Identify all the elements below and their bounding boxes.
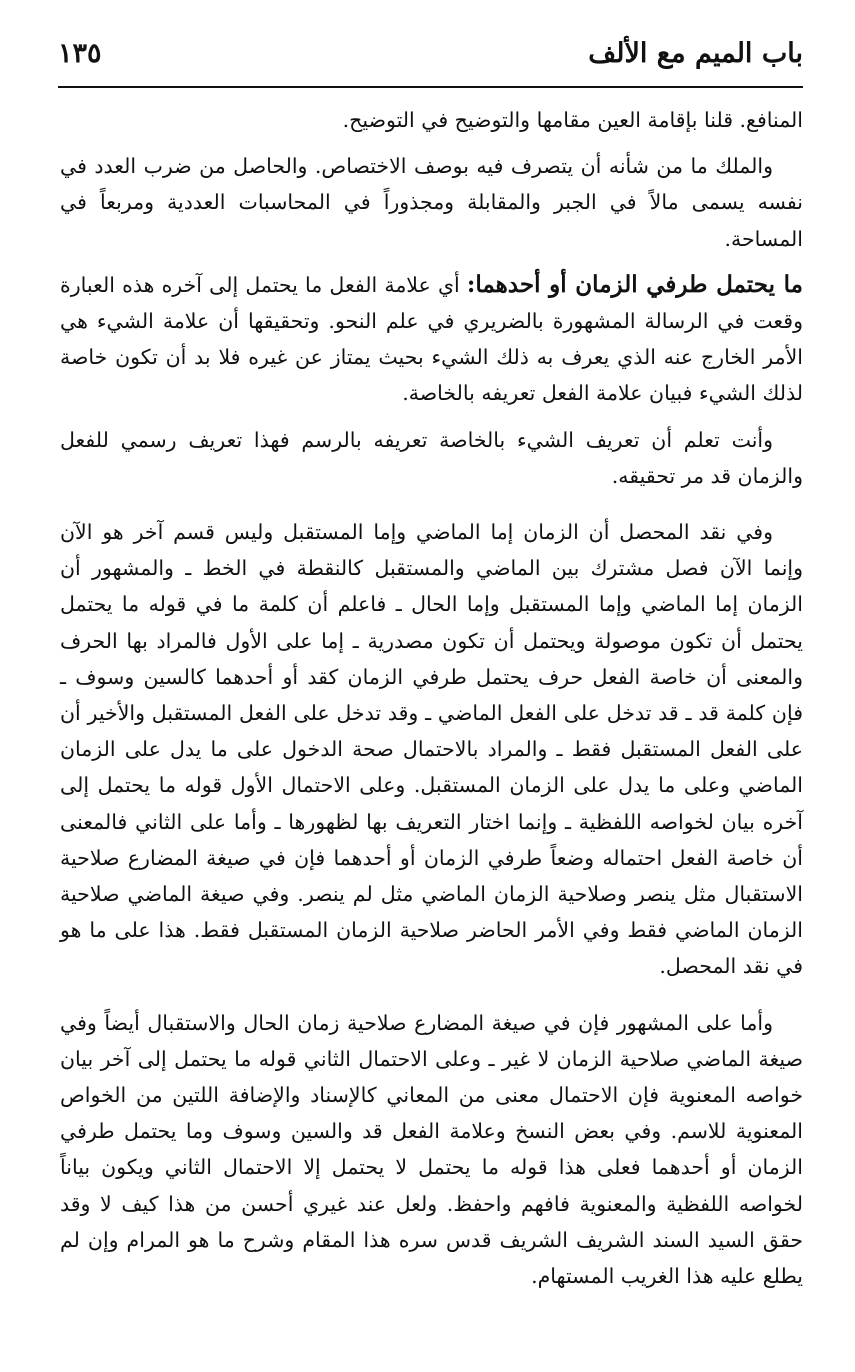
paragraph-2: والملك ما من شأنه أن يتصرف فيه بوصف الاختصاص. والحاصل من ضرب العدد في نفسه يسمى مالاً في الجبر والمقابلة ومجذوراً في المحاسبات العددية ومربعاً في المساحة. <box>60 154 803 251</box>
body-text <box>60 102 803 1304</box>
entry-definition: أي علامة الفعل ما يحتمل إلى آخره هذه العبارة وقعت في الرسالة المشهورة بالضريري في علم النحو. وتحقيقها أن علامة الشيء هي الأمر الخارج عنه الذي يعرف به ذلك الشيء بحيث يمتاز عن غيره فلا بد أن تكون خاصة لذلك الشيء فبيان علامة الفعل تعريفه بالخاصة. <box>60 272 803 406</box>
entry-headword: ما يحتمل طرفي الزمان أو أحدهما: <box>466 270 803 298</box>
page-header <box>58 38 803 88</box>
chapter-title: باب الميم مع الألف <box>588 38 803 69</box>
paragraph-6: وأما على المشهور فإن في صيغة المضارع صلاحية زمان الحال والاستقبال أيضاً وفي صيغة الماضي صلاحية الزمان لا غير ـ وعلى الاحتمال الثاني قوله ما يحتمل إلى آخر بيان خواصه المعنوية فإن الاحتمال معنى من المعاني كالإسناد والإضافة اللتين من الخواص المعنوية للاسم. وفي بعض النسخ وعلامة الفعل قد والسين وسوف وما يحتمل طرفي الزمان أو أحدهما فعلى هذا قوله ما يحتمل لا يحتمل إلا الاحتمال الثاني ويكون بياناً لخواصه اللفظية والمعنوية فافهم واحفظ. ولعل عند غيري أحسن من هذا كيف لا وقد حقق السيد السند الشريف الشريف قدس سره هذا المقام وشرح ما هو المرام وإن لم يطلع عليه هذا الغريب المستهام. <box>60 1010 803 1289</box>
paragraph-1: المنافع. قلنا بإقامة العين مقامها والتوضيح في التوضيح. <box>342 108 803 132</box>
paragraph-3 <box>60 267 803 412</box>
paragraph-4: وأنت تعلم أن تعريف الشيء بالخاصة تعريفه بالرسم فهذا تعريف رسمي للفعل والزمان قد مر تحقيقه. <box>60 427 803 488</box>
page-number: ١٣٥ <box>58 38 102 69</box>
paragraph-5: وفي نقد المحصل أن الزمان إما الماضي وإما المستقبل وليس قسم آخر هو الآن وإنما الآن فصل مشترك بين الماضي والمستقبل كالنقطة في الخط ـ والمشهور أن الزمان إما الماضي وإما المستقبل وإما الحال ـ فاعلم أن كلمة ما في قوله ما يحتمل يحتمل أن تكون موصولة ويحتمل أن تكون مصدرية ـ إما على الأول فالمراد بها الحرف والمعنى أن خاصة الفعل حرف يحتمل طرفي الزمان كقد أو أحدهما كالسين وسوف ـ فإن كلمة قد ـ قد تدخل على الفعل الماضي ـ وقد تدخل على الفعل المستقبل والأخير أن على الفعل المستقبل فقط ـ والمراد بالاحتمال صحة الدخول على ما يدل على الزمان الماضي وعلى ما يدل على الزمان المستقبل. وعلى الاحتمال الأول قوله ما يحتمل إلى آخره بيان لخواصه اللفظية ـ وإنما اختار التعريف بها لظهورها ـ وأما على الثاني فالمعنى أن خاصة الفعل احتماله وضعاً طرفي الزمان أو أحدهما فإن في صيغة المضارع صلاحية الاستقبال مثل ينصر وصلاحية الزمان الماضي مثل لم ينصر. وفي صيغة الماضي صلاحية الزمان الماضي فقط وفي الأمر الحاضر صلاحية الزمان المستقبل فقط. هذا على ما هو في نقد المحصل. <box>60 520 803 979</box>
